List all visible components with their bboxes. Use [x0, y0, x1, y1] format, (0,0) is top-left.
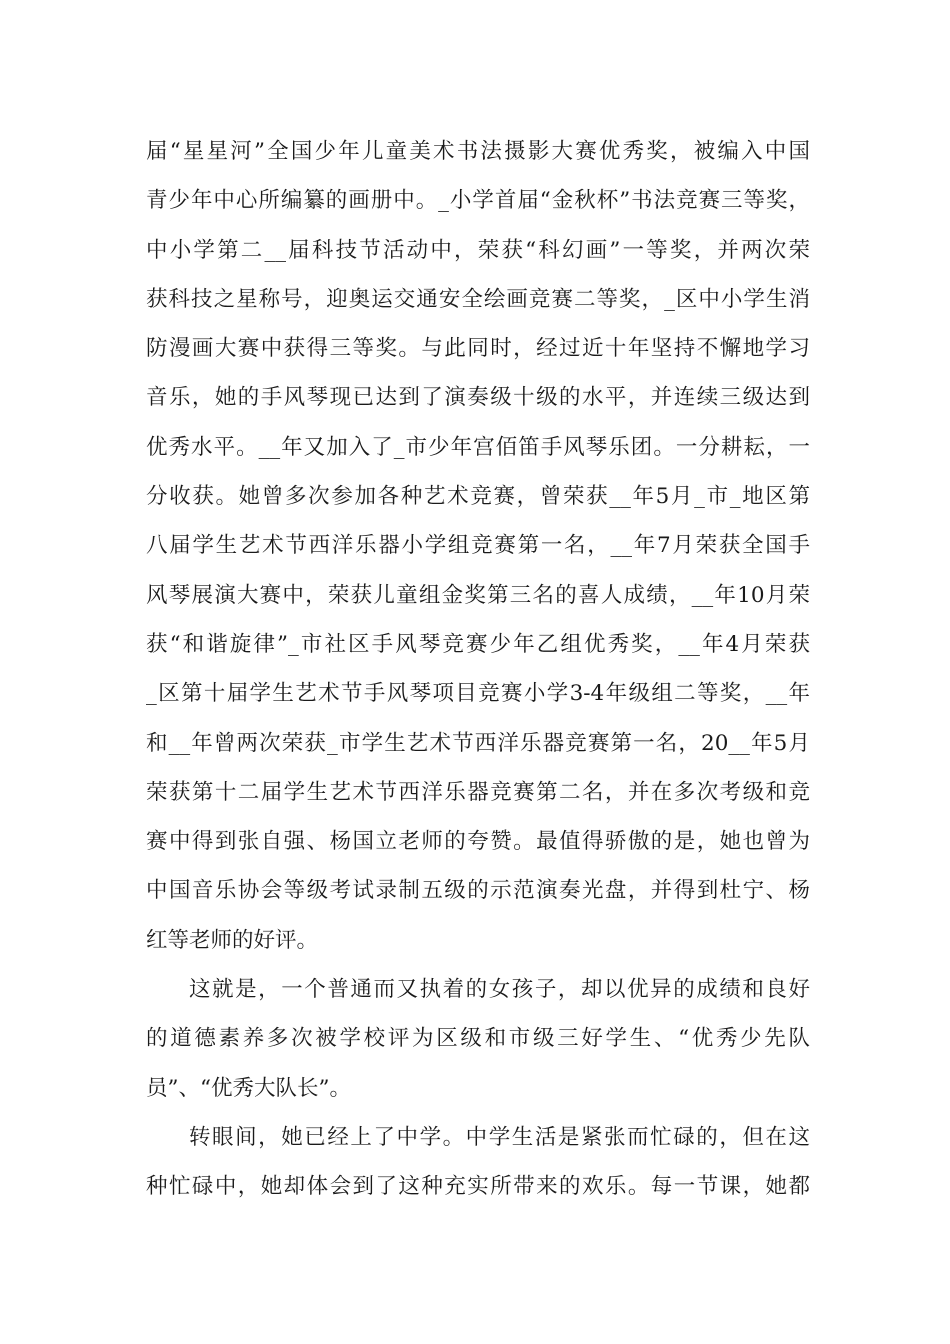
- text-line: 转眼间，她已经上了中学。中学生活是紧张而忙碌的，但在这: [189, 1124, 810, 1150]
- text-line: 荣获第十二届学生艺术节西洋乐器竞赛第二名，并在多次考级和竞: [146, 779, 810, 805]
- text-line: 八届学生艺术节西洋乐器小学组竞赛第一名，__年7月荣获全国手: [146, 533, 810, 559]
- paragraph: [146, 965, 810, 1113]
- text-line: 和__年曾两次荣获_市学生艺术节西洋乐器竞赛第一名，20__年5月: [146, 730, 810, 756]
- text-line: 风琴展演大赛中，荣获儿童组金奖第三名的喜人成绩，__年10月荣: [146, 582, 810, 608]
- text-line: _区第十届学生艺术节手风琴项目竞赛小学3-4年级组二等奖，__年: [146, 681, 810, 707]
- text-line: 音乐，她的手风琴现已达到了演奏级十级的水平，并连续三级达到: [146, 385, 810, 411]
- paragraph: [146, 127, 810, 965]
- text-line: 获“和谐旋律”_市社区手风琴竞赛少年乙组优秀奖，__年4月荣获: [146, 631, 810, 657]
- text-line: 赛中得到张自强、杨国立老师的夸赞。最值得骄傲的是，她也曾为: [146, 829, 810, 855]
- text-line: 防漫画大赛中获得三等奖。与此同时，经过近十年坚持不懈地学习: [146, 336, 810, 362]
- text-line: 分收获。她曾多次参加各种艺术竞赛，曾荣获__年5月_市_地区第: [146, 484, 810, 510]
- paragraph: [146, 1113, 810, 1212]
- text-line: 种忙碌中，她却体会到了这种充实所带来的欢乐。每一节课，她都: [146, 1174, 810, 1200]
- text-line: 红等老师的好评。: [146, 927, 319, 953]
- text-line: 中小学第二__届科技节活动中，荣获“科幻画”一等奖，并两次荣: [146, 237, 810, 263]
- text-line: 青少年中心所编纂的画册中。_小学首届“金秋杯”书法竞赛三等奖，: [146, 188, 810, 214]
- document-body: [146, 127, 810, 1212]
- text-line: 中国音乐协会等级考试录制五级的示范演奏光盘，并得到杜宁、杨: [146, 878, 810, 904]
- text-line: 这就是，一个普通而又执着的女孩子，却以优异的成绩和良好: [189, 977, 810, 1003]
- text-line: 获科技之星称号，迎奥运交通安全绘画竞赛二等奖，_区中小学生消: [146, 286, 810, 312]
- text-line: 届“星星河”全国少年儿童美术书法摄影大赛优秀奖，被编入中国: [146, 139, 810, 164]
- text-line: 优秀水平。__年又加入了_市少年宫佰笛手风琴乐团。一分耕耘，一: [146, 434, 810, 460]
- text-line: 的道德素养多次被学校评为区级和市级三好学生、“优秀少先队: [146, 1026, 810, 1052]
- text-line: 员”、“优秀大队长”。: [146, 1075, 351, 1101]
